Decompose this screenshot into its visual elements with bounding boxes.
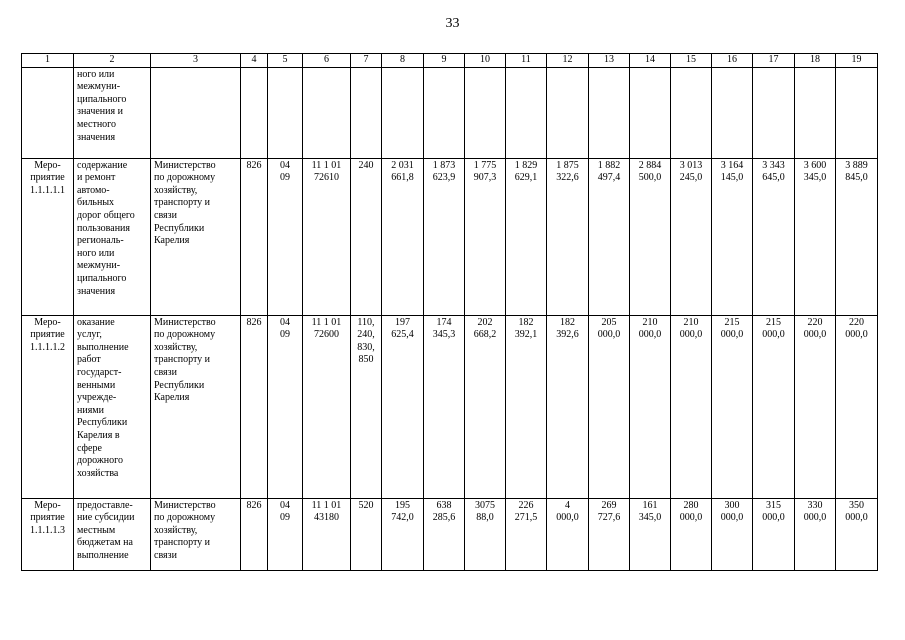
section-code-cell-line: 09 (280, 172, 290, 184)
amount-cell (506, 498, 547, 570)
event-name-cell-line: значения (77, 131, 116, 143)
amount-cell (671, 67, 712, 158)
amount-cell-line: 210 (642, 316, 658, 328)
amount-cell (589, 315, 630, 498)
amount-cell-line: 210 (683, 316, 699, 328)
column-header-2: 2 (74, 54, 151, 68)
event-name-cell-line: ципального (77, 93, 127, 105)
executor-cell (151, 67, 241, 158)
event-name-cell-line: дорожного (77, 455, 123, 467)
event-id-cell-line: 1.1.1.1.2 (30, 341, 65, 353)
amount-cell-line: 645,0 (762, 172, 785, 184)
amount-cell (836, 498, 878, 570)
amount-cell (589, 158, 630, 315)
amount-cell-line: 195 (395, 499, 410, 511)
amount-cell-line: 245,0 (679, 172, 703, 184)
target-article-cell-line: 43180 (314, 512, 339, 524)
amount-cell (547, 498, 589, 570)
amount-cell-line: 197 (395, 316, 410, 328)
column-header-11: 11 (506, 54, 547, 68)
amount-cell-line: 000,0 (845, 329, 868, 341)
event-name-cell-line: и ремонт (77, 172, 116, 184)
column-header-1: 1 (22, 54, 74, 68)
event-name-cell-line: местного (77, 118, 117, 130)
amount-cell (424, 498, 465, 570)
column-header-18: 18 (795, 54, 836, 68)
amount-cell-line: 668,2 (473, 329, 497, 341)
event-name-cell (74, 158, 151, 315)
amount-cell-line: 000,0 (845, 512, 868, 524)
section-code-cell (268, 498, 303, 570)
column-header-10: 10 (465, 54, 506, 68)
amount-cell-line: 3 600 (803, 159, 827, 171)
amount-cell (465, 315, 506, 498)
event-name-cell-line: Карелия в (77, 429, 120, 441)
amount-cell-line: 497,4 (597, 172, 621, 184)
amount-cell-line: 1 829 (514, 159, 538, 171)
amount-cell-line: 280 (683, 499, 699, 511)
event-id-cell (22, 158, 74, 315)
amount-cell-line: 625,4 (391, 329, 414, 341)
column-header-6: 6 (303, 54, 351, 68)
grbs-code-cell-line: 826 (246, 316, 262, 328)
amount-cell (753, 498, 795, 570)
amount-cell-line: 226 (518, 499, 534, 511)
expense-type-cell-line: 830, (357, 341, 375, 353)
column-header-3: 3 (151, 54, 241, 68)
amount-cell-line: 145,0 (720, 172, 744, 184)
event-name-cell-line: сфере (77, 442, 102, 454)
amount-cell-line: 315 (766, 499, 781, 511)
executor-cell-line: по дорожному (154, 329, 216, 341)
amount-cell-line: 000,0 (638, 329, 662, 341)
event-id-cell-line: Меро- (34, 499, 61, 511)
amount-cell-line: 000,0 (556, 512, 579, 524)
executor-cell (151, 315, 241, 498)
amount-cell-line: 88,0 (476, 512, 494, 524)
amount-cell-line: 202 (477, 316, 493, 328)
section-code-cell-line: 09 (280, 329, 290, 341)
amount-cell-line: 215 (724, 316, 740, 328)
event-name-cell-line: выполнение (77, 341, 129, 353)
amount-cell (630, 158, 671, 315)
event-name-cell-line: услуг, (77, 329, 102, 341)
section-code-cell-line: 04 (280, 316, 290, 328)
event-name-cell-line: межмуни- (77, 81, 121, 93)
amount-cell-line: 161 (642, 499, 658, 511)
event-name-cell-line: хозяйства (77, 467, 119, 479)
event-name-cell-line: предоставле- (77, 499, 133, 511)
amount-cell-line: 000,0 (720, 329, 744, 341)
executor-cell (151, 158, 241, 315)
event-name-cell-line: содержание (77, 159, 128, 171)
executor-cell-line: хозяйству, (154, 524, 198, 536)
column-header-12: 12 (547, 54, 589, 68)
expense-type-cell (351, 67, 382, 158)
amount-cell-line: 182 (560, 316, 575, 328)
amount-cell-line: 269 (601, 499, 617, 511)
amount-cell-line: 1 875 (556, 159, 579, 171)
amount-cell (753, 67, 795, 158)
amount-cell (506, 67, 547, 158)
event-name-cell-line: пользования (77, 222, 130, 234)
amount-cell-line: 623,9 (432, 172, 456, 184)
event-id-cell-line: 1.1.1.1.1 (30, 184, 65, 196)
amount-cell-line: 742,0 (391, 512, 414, 524)
amount-cell-line: 350 (849, 499, 864, 511)
column-header-17: 17 (753, 54, 795, 68)
amount-cell (671, 498, 712, 570)
executor-cell-line: связи (154, 366, 177, 378)
amount-cell-line: 2 031 (391, 159, 414, 171)
header-row (22, 54, 878, 68)
amount-cell-line: 345,3 (432, 329, 456, 341)
amount-cell-line: 661,8 (391, 172, 414, 184)
event-id-cell (22, 67, 74, 158)
amount-cell (424, 67, 465, 158)
executor-cell-line: Министерство (154, 159, 216, 171)
executor-cell-line: хозяйству, (154, 184, 198, 196)
executor-cell-line: Карелия (154, 392, 190, 404)
table-row (22, 67, 878, 158)
amount-cell-line: 629,1 (514, 172, 538, 184)
event-name-cell-line: государст- (77, 366, 122, 378)
amount-cell-line: 300 (724, 499, 740, 511)
amount-cell-line: 392,6 (556, 329, 579, 341)
amount-cell (836, 67, 878, 158)
amount-cell (795, 158, 836, 315)
amount-cell-line: 000,0 (803, 329, 827, 341)
amount-cell-line: 271,5 (514, 512, 538, 524)
event-name-cell (74, 67, 151, 158)
amount-cell-line: 907,3 (473, 172, 497, 184)
event-name-cell (74, 315, 151, 498)
table-row (22, 498, 878, 570)
column-header-5: 5 (268, 54, 303, 68)
executor-cell-line: связи (154, 209, 177, 221)
amount-cell (506, 315, 547, 498)
grbs-code-cell (241, 158, 268, 315)
event-name-cell-line: автомо- (77, 184, 110, 196)
amount-cell (712, 315, 753, 498)
amount-cell (382, 158, 424, 315)
amount-cell (589, 67, 630, 158)
amount-cell (382, 67, 424, 158)
column-header-14: 14 (630, 54, 671, 68)
column-header-7: 7 (351, 54, 382, 68)
amount-cell-line: 345,0 (803, 172, 827, 184)
event-name-cell-line: выполнение (77, 549, 129, 561)
event-id-cell-line: Меро- (34, 159, 61, 171)
column-header-16: 16 (712, 54, 753, 68)
amount-cell-line: 392,1 (514, 329, 538, 341)
event-id-cell (22, 498, 74, 570)
amount-cell (753, 158, 795, 315)
expense-type-cell-line: 520 (358, 499, 374, 511)
section-code-cell (268, 158, 303, 315)
executor-cell-line: Республики (154, 379, 205, 391)
event-name-cell-line: региональ- (77, 235, 124, 247)
amount-cell (547, 67, 589, 158)
executor-cell-line: Республики (154, 222, 205, 234)
amount-cell-line: 000,0 (762, 512, 785, 524)
expense-type-cell-line: 110, (357, 316, 375, 328)
amount-cell-line: 500,0 (638, 172, 662, 184)
column-header-8: 8 (382, 54, 424, 68)
amount-cell (424, 315, 465, 498)
amount-cell (712, 67, 753, 158)
event-id-cell-line: приятие (30, 172, 65, 184)
expense-type-cell (351, 498, 382, 570)
amount-cell-line: 727,6 (597, 512, 621, 524)
grbs-code-cell-line: 826 (246, 159, 262, 171)
amount-cell-line: 000,0 (762, 329, 785, 341)
column-header-9: 9 (424, 54, 465, 68)
amount-cell-line: 845,0 (845, 172, 868, 184)
column-header-19: 19 (836, 54, 878, 68)
amount-cell (795, 498, 836, 570)
amount-cell (465, 498, 506, 570)
amount-cell-line: 205 (601, 316, 617, 328)
event-id-cell-line: Меро- (34, 316, 61, 328)
amount-cell-line: 3075 (475, 499, 495, 511)
amount-cell-line: 638 (436, 499, 452, 511)
amount-cell-line: 3 013 (679, 159, 703, 171)
event-name-cell-line: местным (77, 524, 116, 536)
amount-cell-line: 1 775 (473, 159, 497, 171)
amount-cell-line: 1 873 (432, 159, 456, 171)
amount-cell-line: 345,0 (638, 512, 662, 524)
section-code-cell (268, 67, 303, 158)
expense-type-cell (351, 315, 382, 498)
amount-cell (630, 315, 671, 498)
amount-cell (753, 315, 795, 498)
target-article-cell-line: 72610 (314, 172, 339, 184)
section-code-cell-line: 04 (280, 159, 290, 171)
grbs-code-cell (241, 498, 268, 570)
amount-cell (836, 315, 878, 498)
amount-cell (424, 158, 465, 315)
grbs-code-cell (241, 315, 268, 498)
grbs-code-cell (241, 67, 268, 158)
amount-cell-line: 174 (436, 316, 452, 328)
expense-type-cell (351, 158, 382, 315)
amount-cell (836, 158, 878, 315)
amount-cell-line: 322,6 (556, 172, 579, 184)
event-name-cell-line: ние субсидии (77, 512, 135, 524)
budget-table (21, 53, 878, 571)
executor-cell-line: хозяйству, (154, 341, 198, 353)
table-row (22, 158, 878, 315)
amount-cell (382, 498, 424, 570)
amount-cell (589, 498, 630, 570)
amount-cell-line: 182 (518, 316, 534, 328)
target-article-cell (303, 158, 351, 315)
section-code-cell-line: 09 (280, 512, 290, 524)
amount-cell (465, 67, 506, 158)
amount-cell-line: 2 884 (638, 159, 662, 171)
amount-cell (465, 158, 506, 315)
amount-cell (506, 158, 547, 315)
amount-cell-line: 4 (565, 499, 570, 511)
event-name-cell-line: бильных (77, 197, 115, 209)
target-article-cell (303, 498, 351, 570)
amount-cell (630, 498, 671, 570)
target-article-cell-line: 72600 (314, 329, 339, 341)
executor-cell-line: по дорожному (154, 172, 216, 184)
event-name-cell-line: значения (77, 285, 116, 297)
column-header-13: 13 (589, 54, 630, 68)
event-name-cell-line: венными (77, 379, 116, 391)
target-article-cell (303, 67, 351, 158)
expense-type-cell-line: 240 (358, 159, 374, 171)
column-header-4: 4 (241, 54, 268, 68)
expense-type-cell-line: 850 (358, 354, 374, 366)
page-number: 33 (445, 16, 460, 31)
amount-cell-line: 220 (849, 316, 864, 328)
event-name-cell-line: ниями (77, 404, 104, 416)
amount-cell (671, 315, 712, 498)
amount-cell (795, 67, 836, 158)
amount-cell (712, 498, 753, 570)
amount-cell-line: 3 343 (762, 159, 785, 171)
event-name-cell-line: бюджетам на (77, 537, 133, 549)
amount-cell-line: 3 889 (845, 159, 868, 171)
amount-cell (671, 158, 712, 315)
amount-cell (547, 158, 589, 315)
event-name-cell-line: работ (77, 354, 101, 366)
amount-cell (712, 158, 753, 315)
executor-cell-line: транспорту и (154, 537, 211, 549)
executor-cell-line: Министерство (154, 499, 216, 511)
target-article-cell (303, 315, 351, 498)
executor-cell-line: Министерство (154, 316, 216, 328)
event-name-cell-line: оказание (77, 316, 115, 328)
event-name-cell-line: ного или (77, 247, 115, 259)
amount-cell (382, 315, 424, 498)
executor-cell-line: по дорожному (154, 512, 216, 524)
amount-cell-line: 000,0 (803, 512, 827, 524)
executor-cell-line: транспорту и (154, 197, 211, 209)
executor-cell-line: связи (154, 549, 177, 561)
executor-cell-line: Карелия (154, 235, 190, 247)
column-header-15: 15 (671, 54, 712, 68)
amount-cell (630, 67, 671, 158)
amount-cell-line: 285,6 (432, 512, 456, 524)
event-id-cell-line: приятие (30, 329, 65, 341)
expense-type-cell-line: 240, (357, 329, 375, 341)
event-id-cell-line: 1.1.1.1.3 (30, 524, 65, 536)
grbs-code-cell-line: 826 (246, 499, 262, 511)
amount-cell (795, 315, 836, 498)
amount-cell-line: 330 (807, 499, 823, 511)
event-name-cell-line: значения и (77, 106, 123, 118)
event-name-cell-line: ципального (77, 272, 127, 284)
event-name-cell-line: дорог общего (77, 209, 135, 221)
event-id-cell-line: приятие (30, 512, 65, 524)
event-name-cell (74, 498, 151, 570)
event-name-cell-line: ного или (77, 68, 115, 80)
section-code-cell (268, 315, 303, 498)
amount-cell-line: 000,0 (597, 329, 621, 341)
section-code-cell-line: 04 (280, 499, 290, 511)
event-name-cell-line: учрежде- (77, 392, 117, 404)
amount-cell-line: 000,0 (679, 512, 703, 524)
target-article-cell-line: 11 1 01 (311, 316, 342, 328)
event-name-cell-line: межмуни- (77, 260, 121, 272)
amount-cell-line: 220 (807, 316, 823, 328)
event-name-cell-line: Республики (77, 417, 128, 429)
event-id-cell (22, 315, 74, 498)
target-article-cell-line: 11 1 01 (311, 159, 342, 171)
executor-cell (151, 498, 241, 570)
table-row (22, 315, 878, 498)
amount-cell-line: 000,0 (679, 329, 703, 341)
amount-cell (547, 315, 589, 498)
amount-cell-line: 3 164 (720, 159, 744, 171)
amount-cell-line: 1 882 (597, 159, 621, 171)
amount-cell-line: 215 (766, 316, 781, 328)
target-article-cell-line: 11 1 01 (311, 499, 342, 511)
executor-cell-line: транспорту и (154, 354, 211, 366)
amount-cell-line: 000,0 (720, 512, 744, 524)
